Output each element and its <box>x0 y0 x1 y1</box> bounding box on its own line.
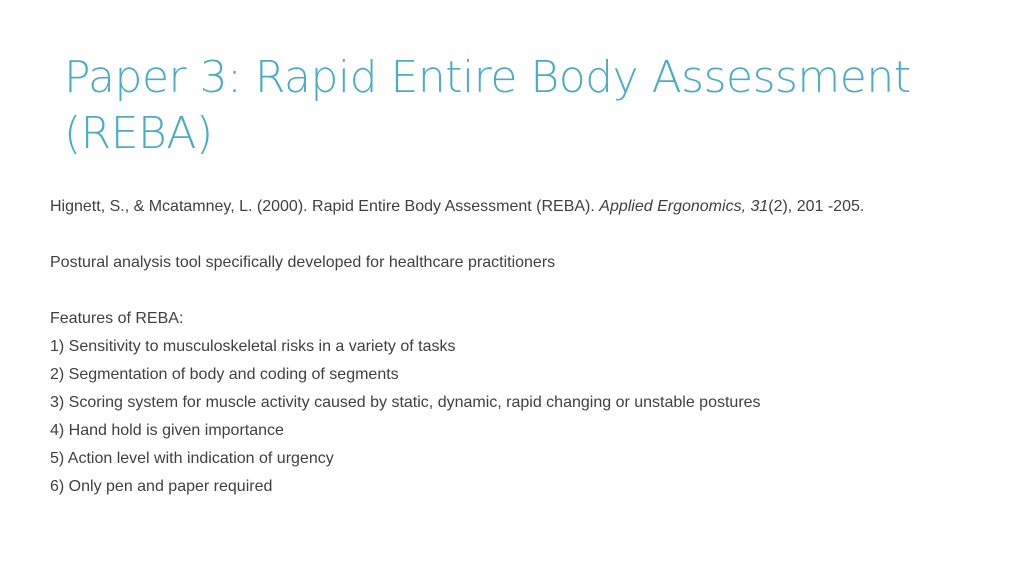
features-heading: Features of REBA: <box>50 310 184 327</box>
feature-item: 3) Scoring system for muscle activity caused by static, dynamic, rapid changing or unstable postures <box>50 394 761 411</box>
feature-item: 6) Only pen and paper required <box>50 478 273 495</box>
citation-journal: Applied Ergonomics, <box>599 198 751 215</box>
feature-item: 5) Action level with indication of urgency <box>50 450 334 467</box>
slide-title: Paper 3: Rapid Entire Body Assessment (REBA) <box>64 52 911 159</box>
spacer <box>50 277 890 305</box>
feature-item: 2) Segmentation of body and coding of segments <box>50 366 399 383</box>
feature-item: 4) Hand hold is given importance <box>50 422 284 439</box>
feature-item: 1) Sensitivity to musculoskeletal risks in a variety of tasks <box>50 338 456 355</box>
slide-body <box>50 193 890 501</box>
citation <box>50 193 880 221</box>
citation-volume: 31 <box>750 198 769 215</box>
citation-issue-pages: (2), 201 -205. <box>768 198 865 215</box>
citation-authors-title: Hignett, S., & Mcatamney, L. (2000). Rapid Entire Body Assessment (REBA). <box>50 198 600 215</box>
spacer <box>50 221 890 249</box>
description: Postural analysis tool specifically developed for healthcare practitioners <box>50 254 556 271</box>
